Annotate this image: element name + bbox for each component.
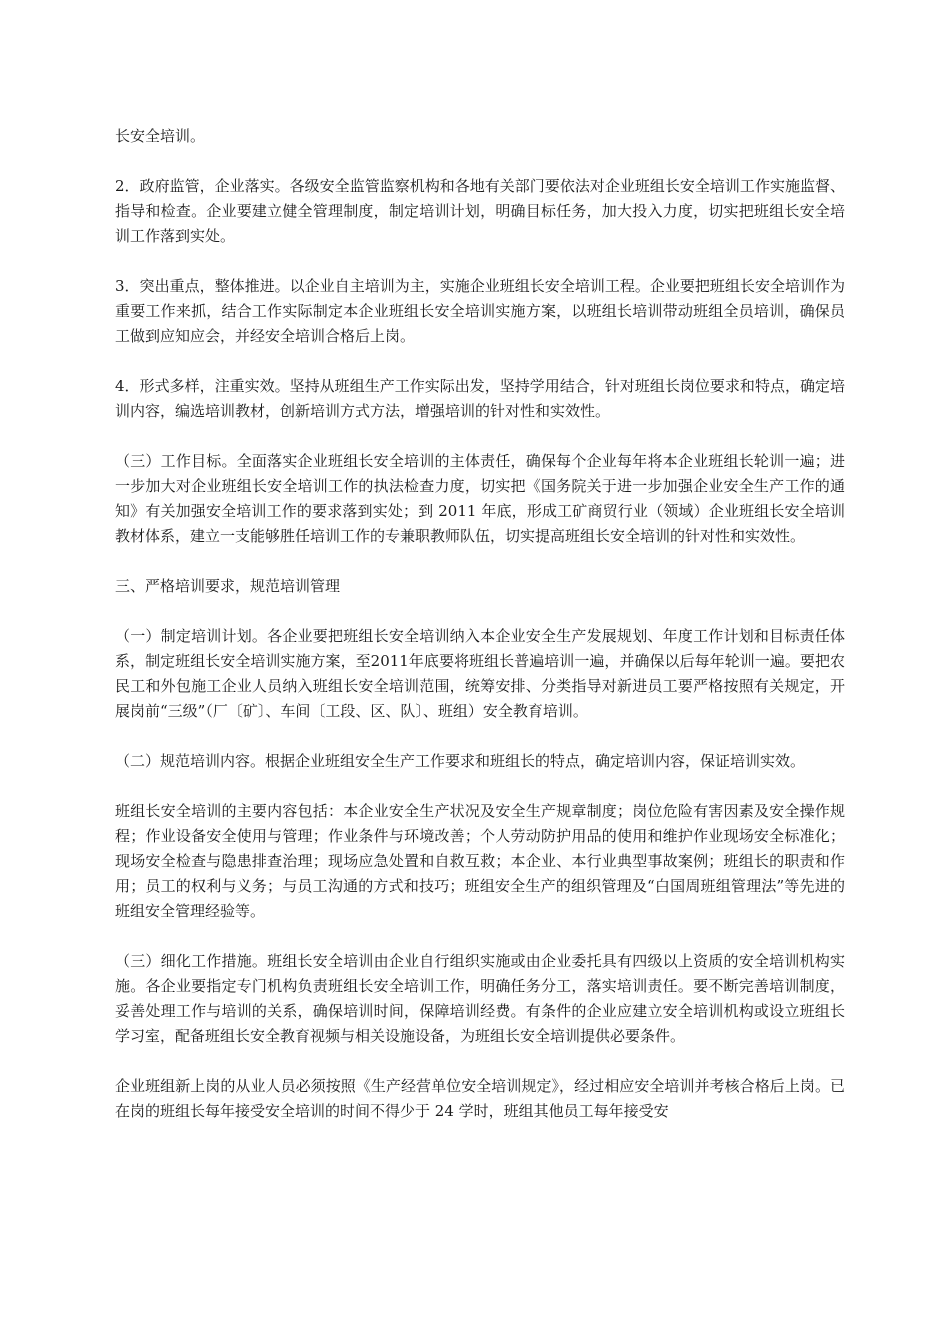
paragraph-item-4: 4．形式多样，注重实效。坚持从班组生产工作实际出发，坚持学用结合，针对班组长岗位要求和特点，确定培训内容，编选培训教材，创新培训方式方法，增强培训的针对性和实效性。 [115, 377, 845, 420]
paragraph-work-goals: （三）工作目标。全面落实企业班组长安全培训的主体责任，确保每个企业每年将本企业班组长轮训一遍；进一步加大对企业班组长安全培训工作的执法检查力度，切实把《国务院关于进一步加强企业安全生产工作的通知》有关加强安全培训工作的要求落到实处；到 2011 年底，形成工矿商贸行业（领域）企业班组长安全培训教材体系，建立一支能够胜任培训工作的专兼职教师队伍，切实提高班组长安全培训的针对性和实效性。 [115, 452, 845, 545]
section-heading-3: 三、严格培训要求，规范培训管理 [115, 577, 341, 595]
paragraph-new-staff: 企业班组新上岗的从业人员必须按照《生产经营单位安全培训规定》，经过相应安全培训并考核合格后上岗。已在岗的班组长每年接受安全培训的时间不得少于 24 学时，班组其他员工每年接受安 [115, 1077, 845, 1120]
paragraph-work-measures: （三）细化工作措施。班组长安全培训由企业自行组织实施或由企业委托具有四级以上资质的安全培训机构实施。各企业要指定专门机构负责班组长安全培训工作，明确任务分工，落实培训责任。要不断完善培训制度，妥善处理工作与培训的关系，确保培训时间，保障培训经费。有条件的企业应建立安全培训机构或设立班组长学习室，配备班组长安全教育视频与相关设施设备，为班组长安全培训提供必要条件。 [115, 952, 845, 1045]
paragraph-continuation: 长安全培训。 [115, 127, 206, 145]
paragraph-training-content: （二）规范培训内容。根据企业班组安全生产工作要求和班组长的特点，确定培训内容，保证培训实效。 [115, 752, 806, 770]
paragraph-item-3: 3．突出重点，整体推进。以企业自主培训为主，实施企业班组长安全培训工程。企业要把班组长安全培训作为重要工作来抓，结合工作实际制定本企业班组长安全培训实施方案，以班组长培训带动班组全员培训，确保员工做到应知应会，并经安全培训合格后上岗。 [115, 277, 845, 345]
paragraph-content-details: 班组长安全培训的主要内容包括：本企业安全生产状况及安全生产规章制度；岗位危险有害因素及安全操作规程；作业设备安全使用与管理；作业条件与环境改善；个人劳动防护用品的使用和维护作业现场安全标准化；现场安全检查与隐患排查治理；现场应急处置和自救互救；本企业、本行业典型事故案例；班组长的职责和作用；员工的权利与义务；与员工沟通的方式和技巧；班组安全生产的组织管理及“白国周班组管理法”等先进的班组安全管理经验等。 [115, 802, 845, 920]
paragraph-training-plan: （一）制定培训计划。各企业要把班组长安全培训纳入本企业安全生产发展规划、年度工作计划和目标责任体系，制定班组长安全培训实施方案，至2011年底要将班组长普遍培训一遍，并确保以后每年轮训一遍。要把农民工和外包施工企业人员纳入班组长安全培训范围，统筹安排、分类指导对新进员工要严格按照有关规定，开展岗前“三级”（厂〔矿〕、车间〔工段、区、队〕、班组）安全教育培训。 [115, 627, 845, 720]
paragraph-item-2: 2．政府监管，企业落实。各级安全监管监察机构和各地有关部门要依法对企业班组长安全培训工作实施监督、指导和检查。企业要建立健全管理制度，制定培训计划，明确目标任务，加大投入力度，切实把班组长安全培训工作落到实处。 [115, 177, 845, 245]
document-body [115, 124, 845, 1124]
